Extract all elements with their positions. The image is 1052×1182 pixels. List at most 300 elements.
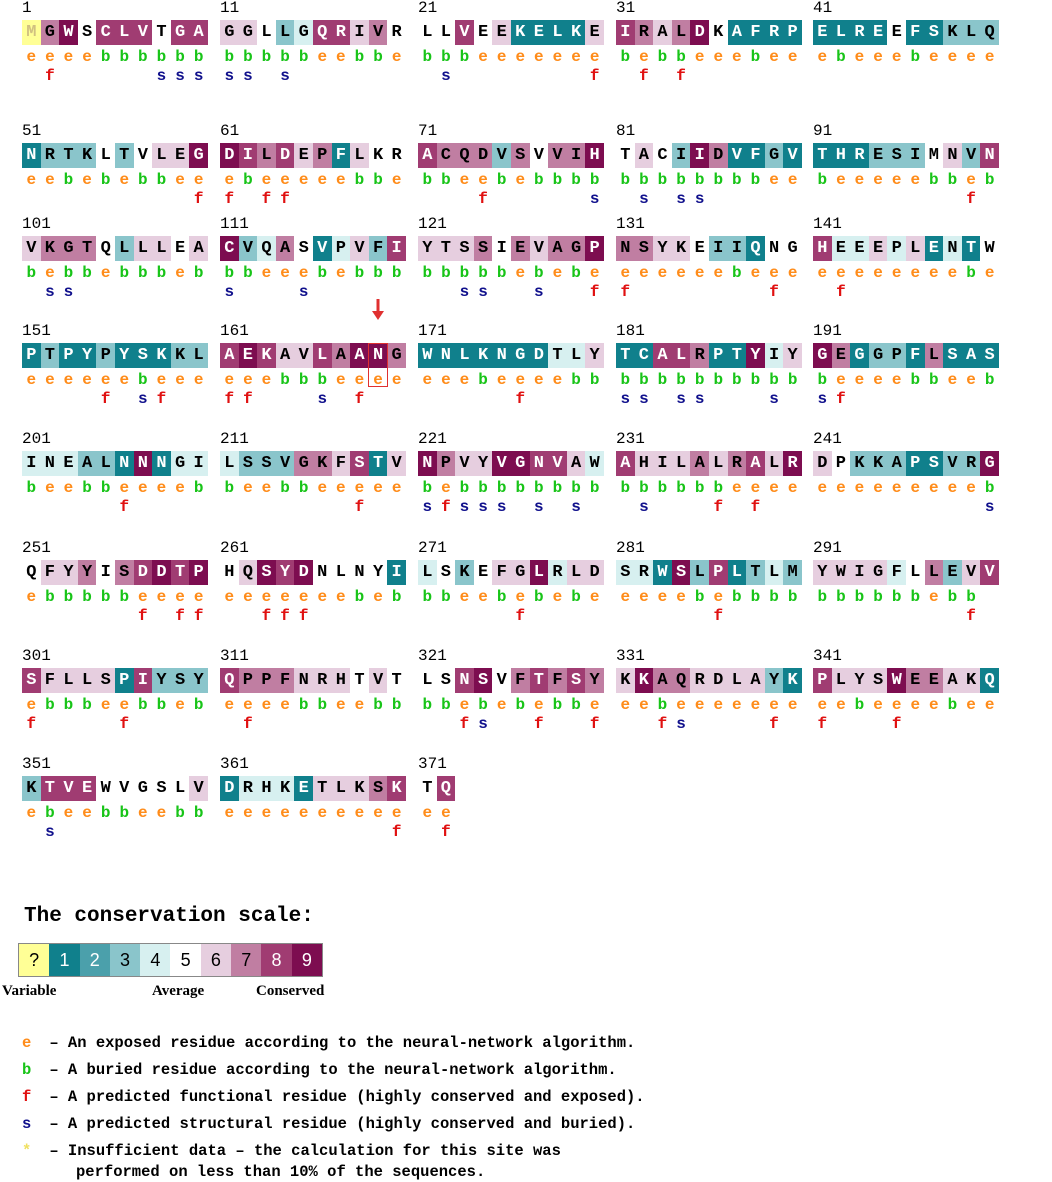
prediction-mark — [492, 391, 511, 407]
exposure-mark: e — [373, 371, 383, 389]
scale-cell: 7 — [231, 944, 261, 976]
residue-row — [418, 236, 604, 261]
exposure-mark: e — [694, 696, 705, 714]
exposure-mark: e — [873, 696, 883, 714]
prediction-mark: s — [639, 190, 649, 208]
function-structure-row — [616, 191, 802, 207]
exposure-mark: e — [496, 48, 507, 66]
exposure-mark: b — [657, 48, 668, 66]
exposure-row — [22, 805, 208, 821]
exposure-mark: e — [280, 696, 290, 714]
residue-cell: I — [728, 236, 747, 261]
residue-cell: E — [925, 668, 944, 693]
residue-cell: L — [728, 560, 747, 585]
residue-cell: S — [437, 668, 456, 693]
sequence-block — [22, 123, 222, 219]
scale-label-conserved: Conserved — [256, 983, 325, 999]
exposure-mark: e — [193, 588, 204, 606]
residue-cell: D — [709, 143, 728, 168]
sequence-block — [813, 323, 1013, 419]
scale-label-average: Average — [152, 983, 205, 999]
exposure-mark: e — [496, 371, 507, 389]
prediction-mark — [455, 391, 474, 407]
exposure-mark: e — [891, 696, 902, 714]
exposure-mark: b — [891, 588, 902, 606]
residue-cell: Y — [115, 343, 134, 368]
exposure-mark: b — [571, 264, 581, 282]
exposure-row — [220, 480, 406, 496]
prediction-mark: f — [459, 715, 470, 733]
prediction-mark — [387, 608, 406, 624]
exposure-mark: e — [354, 804, 365, 822]
prediction-mark — [152, 608, 171, 624]
exposure-mark: b — [280, 479, 290, 497]
residue-cell: E — [239, 343, 258, 368]
residue-cell: K — [869, 451, 888, 476]
residue-cell: F — [332, 143, 351, 168]
exposure-mark: b — [676, 171, 686, 189]
residue-cell: Q — [313, 20, 332, 45]
prediction-mark — [455, 608, 474, 624]
prediction-mark — [653, 68, 672, 84]
sequence-block — [22, 216, 222, 312]
residue-cell: H — [257, 776, 276, 801]
residue-cell: Q — [672, 668, 691, 693]
prediction-mark: s — [534, 498, 544, 516]
residue-cell: L — [152, 236, 171, 261]
exposure-mark: e — [354, 479, 365, 497]
scale-cell: 9 — [292, 944, 322, 976]
residue-cell: P — [22, 343, 41, 368]
prediction-mark — [548, 716, 567, 732]
prediction-mark — [653, 608, 672, 624]
residue-cell: Y — [189, 668, 208, 693]
exposure-mark: b — [817, 371, 828, 389]
exposure-mark: b — [138, 696, 148, 714]
prediction-mark — [567, 391, 586, 407]
residue-row — [418, 20, 604, 45]
residue-cell: N — [22, 143, 41, 168]
exposure-mark: b — [571, 479, 581, 497]
exposure-mark: e — [589, 588, 600, 606]
exposure-mark: e — [243, 479, 253, 497]
exposure-row — [220, 697, 406, 713]
prediction-mark: f — [441, 823, 451, 841]
exposure-mark: b — [441, 588, 451, 606]
exposure-mark: e — [732, 696, 742, 714]
residue-cell: R — [332, 20, 351, 45]
residue-cell: M — [22, 20, 41, 45]
residue-cell: D — [530, 343, 549, 368]
exposure-mark: e — [391, 48, 402, 66]
residue-row — [616, 20, 802, 45]
residue-cell: S — [239, 451, 258, 476]
exposure-mark: e — [571, 48, 581, 66]
function-structure-row — [616, 608, 802, 624]
prediction-mark: f — [836, 283, 846, 301]
residue-cell: N — [437, 343, 456, 368]
residue-cell: K — [152, 343, 171, 368]
prediction-mark — [746, 191, 765, 207]
exposure-row — [418, 805, 455, 821]
residue-row — [220, 451, 406, 476]
residue-cell: C — [96, 20, 115, 45]
residue-row — [22, 343, 208, 368]
exposure-mark: e — [261, 264, 272, 282]
exposure-mark: b — [441, 696, 451, 714]
exposure-mark: e — [441, 371, 451, 389]
residue-cell: K — [171, 343, 190, 368]
prediction-mark — [728, 284, 747, 300]
exposure-mark: b — [82, 264, 92, 282]
exposure-mark: b — [694, 479, 705, 497]
prediction-mark — [257, 499, 276, 515]
exposure-mark: b — [354, 48, 365, 66]
residue-cell: Y — [276, 560, 295, 585]
exposure-mark: e — [138, 588, 148, 606]
exposure-mark: e — [175, 588, 185, 606]
residue-cell: V — [783, 143, 802, 168]
exposure-mark: e — [280, 588, 290, 606]
prediction-mark: f — [639, 67, 649, 85]
residue-cell: F — [906, 20, 925, 45]
residue-cell: N — [369, 343, 388, 368]
prediction-mark: s — [317, 390, 328, 408]
exposure-mark: e — [891, 171, 902, 189]
residue-cell: D — [709, 668, 728, 693]
scale-cell: 8 — [261, 944, 291, 976]
exposure-mark: e — [261, 371, 272, 389]
exposure-mark: e — [298, 804, 309, 822]
residue-cell: V — [134, 20, 153, 45]
exposure-mark: b — [571, 371, 581, 389]
exposure-mark: e — [515, 264, 526, 282]
residue-cell: Q — [980, 668, 999, 693]
residue-cell: L — [115, 236, 134, 261]
block-start-number: 81 — [616, 122, 636, 140]
residue-cell: V — [455, 20, 474, 45]
block-start-number: 331 — [616, 647, 645, 665]
sequence-block — [220, 431, 420, 527]
prediction-mark — [567, 608, 586, 624]
residue-cell: L — [313, 343, 332, 368]
exposure-row — [813, 372, 999, 388]
exposure-mark: e — [589, 264, 600, 282]
residue-cell: S — [616, 560, 635, 585]
exposure-mark: e — [984, 696, 995, 714]
sequence-block — [616, 648, 816, 744]
prediction-mark — [332, 284, 351, 300]
exposure-mark: b — [478, 479, 488, 497]
function-structure-row — [616, 391, 802, 407]
exposure-mark: b — [373, 264, 383, 282]
exposure-mark: e — [63, 48, 74, 66]
scale-cell: 3 — [110, 944, 140, 976]
prediction-mark — [418, 68, 437, 84]
exposure-mark: b — [620, 479, 631, 497]
function-structure-row — [220, 716, 406, 732]
prediction-mark — [728, 608, 747, 624]
exposure-row — [220, 589, 406, 605]
prediction-mark: s — [676, 715, 686, 733]
exposure-mark: e — [45, 264, 55, 282]
sequence-block — [813, 216, 1013, 312]
exposure-mark: b — [769, 371, 779, 389]
exposure-mark: b — [947, 171, 958, 189]
residue-cell: V — [59, 776, 78, 801]
block-start-number: 51 — [22, 122, 42, 140]
exposure-mark: e — [26, 371, 37, 389]
exposure-mark: e — [873, 264, 883, 282]
residue-cell: H — [832, 143, 851, 168]
exposure-mark: e — [175, 264, 185, 282]
function-structure-row — [418, 391, 604, 407]
residue-cell: Y — [474, 451, 493, 476]
prediction-mark — [418, 191, 437, 207]
exposure-mark: b — [571, 696, 581, 714]
prediction-mark — [511, 191, 530, 207]
exposure-mark: b — [694, 588, 705, 606]
exposure-mark: e — [391, 804, 402, 822]
prediction-mark — [635, 716, 654, 732]
exposure-mark: e — [947, 48, 958, 66]
exposure-mark: b — [713, 479, 724, 497]
residue-cell: S — [171, 668, 190, 693]
prediction-mark — [134, 191, 153, 207]
residue-cell: L — [96, 451, 115, 476]
sequence-block — [813, 540, 1013, 636]
exposure-mark: b — [317, 371, 328, 389]
exposure-mark: b — [119, 804, 130, 822]
exposure-mark: e — [45, 48, 55, 66]
exposure-mark: e — [224, 171, 235, 189]
residue-cell: G — [765, 143, 784, 168]
function-structure-row — [813, 68, 999, 84]
prediction-mark — [635, 284, 654, 300]
block-start-number: 311 — [220, 647, 249, 665]
exposure-mark: b — [515, 479, 526, 497]
residue-cell: E — [171, 236, 190, 261]
exposure-mark: b — [373, 696, 383, 714]
residue-cell: T — [962, 236, 981, 261]
residue-cell: E — [492, 20, 511, 45]
residue-cell: S — [980, 343, 999, 368]
prediction-mark — [925, 68, 944, 84]
exposure-row — [616, 480, 802, 496]
prediction-mark — [152, 499, 171, 515]
prediction-mark — [832, 499, 851, 515]
sequence-block — [418, 323, 618, 419]
exposure-mark: b — [138, 264, 148, 282]
residue-cell: E — [585, 20, 604, 45]
prediction-mark — [387, 716, 406, 732]
residue-cell: G — [567, 236, 586, 261]
sequence-block — [813, 431, 1013, 527]
residue-cell: P — [906, 451, 925, 476]
prediction-mark — [925, 284, 944, 300]
exposure-mark: e — [929, 588, 939, 606]
prediction-mark — [134, 284, 153, 300]
block-start-number: 161 — [220, 322, 249, 340]
exposure-mark: e — [713, 588, 724, 606]
residue-cell: L — [906, 236, 925, 261]
prediction-mark — [492, 608, 511, 624]
exposure-row — [22, 372, 208, 388]
function-structure-row — [220, 824, 406, 840]
exposure-mark: e — [966, 696, 976, 714]
exposure-mark: e — [769, 48, 779, 66]
prediction-mark — [943, 716, 962, 732]
exposure-mark: b — [947, 588, 958, 606]
prediction-mark — [350, 68, 369, 84]
exposure-mark: b — [422, 48, 433, 66]
sequence-block — [22, 648, 222, 744]
residue-cell: N — [152, 451, 171, 476]
prediction-mark: s — [459, 283, 470, 301]
prediction-mark — [96, 716, 115, 732]
residue-cell: L — [332, 776, 351, 801]
block-start-number: 281 — [616, 539, 645, 557]
exposure-mark: b — [422, 264, 433, 282]
exposure-mark: e — [787, 264, 798, 282]
residue-cell: E — [530, 20, 549, 45]
prediction-mark — [869, 391, 888, 407]
exposure-mark: e — [422, 371, 433, 389]
exposure-mark: e — [787, 48, 798, 66]
sequence-block — [220, 123, 420, 219]
residue-cell: V — [962, 560, 981, 585]
prediction-mark: f — [119, 715, 130, 733]
prediction-mark: s — [496, 498, 507, 516]
exposure-mark: b — [156, 48, 167, 66]
prediction-mark — [387, 284, 406, 300]
residue-cell: S — [474, 668, 493, 693]
prediction-mark — [171, 824, 190, 840]
exposure-mark: e — [156, 479, 167, 497]
prediction-mark — [530, 191, 549, 207]
exposure-row — [22, 589, 208, 605]
exposure-mark: b — [589, 171, 600, 189]
exposure-mark: e — [63, 371, 74, 389]
residue-cell: A — [653, 343, 672, 368]
function-structure-row — [418, 191, 604, 207]
block-start-number: 241 — [813, 430, 842, 448]
residue-cell: G — [294, 20, 313, 45]
residue-cell: L — [78, 668, 97, 693]
sequence-block — [813, 648, 1013, 744]
residue-row — [813, 668, 999, 693]
residue-cell: A — [567, 451, 586, 476]
prediction-mark — [746, 68, 765, 84]
residue-cell: G — [511, 343, 530, 368]
residue-cell: I — [765, 343, 784, 368]
prediction-mark — [257, 284, 276, 300]
prediction-mark: s — [45, 823, 55, 841]
prediction-mark: s — [817, 390, 828, 408]
residue-cell: K — [78, 143, 97, 168]
prediction-mark — [276, 716, 295, 732]
exposure-mark: b — [787, 371, 798, 389]
exposure-mark: b — [459, 48, 470, 66]
exposure-mark: e — [175, 696, 185, 714]
exposure-mark: b — [193, 264, 204, 282]
prediction-mark — [437, 716, 456, 732]
prediction-mark — [925, 608, 944, 624]
prediction-mark — [850, 391, 869, 407]
prediction-mark — [511, 284, 530, 300]
block-start-number: 211 — [220, 430, 249, 448]
residue-cell: P — [783, 20, 802, 45]
residue-cell: L — [257, 20, 276, 45]
exposure-mark: e — [891, 264, 902, 282]
residue-cell: K — [474, 343, 493, 368]
block-start-number: 1 — [22, 0, 32, 17]
residue-cell: E — [690, 236, 709, 261]
exposure-row — [813, 589, 999, 605]
exposure-mark: e — [478, 48, 488, 66]
residue-cell: R — [548, 560, 567, 585]
exposure-mark: e — [929, 264, 939, 282]
prediction-mark — [257, 824, 276, 840]
exposure-mark: e — [336, 479, 346, 497]
residue-row — [22, 560, 208, 585]
residue-cell: V — [455, 451, 474, 476]
exposure-mark: b — [156, 696, 167, 714]
prediction-mark — [313, 191, 332, 207]
exposure-mark: e — [298, 171, 309, 189]
prediction-mark — [530, 391, 549, 407]
residue-cell: R — [850, 143, 869, 168]
residue-row — [220, 143, 406, 168]
residue-cell: Q — [220, 668, 239, 693]
prediction-mark: s — [224, 283, 235, 301]
prediction-mark — [832, 68, 851, 84]
prediction-mark: f — [657, 715, 668, 733]
residue-cell: P — [313, 143, 332, 168]
exposure-mark: e — [100, 264, 111, 282]
down-arrow-icon — [371, 299, 385, 321]
residue-cell: E — [832, 343, 851, 368]
residue-cell: T — [78, 236, 97, 261]
residue-cell: D — [220, 776, 239, 801]
exposure-mark: b — [496, 264, 507, 282]
exposure-mark: b — [193, 804, 204, 822]
scale-title: The conservation scale: — [24, 905, 314, 928]
residue-cell: S — [437, 560, 456, 585]
prediction-mark — [616, 499, 635, 515]
block-start-number: 231 — [616, 430, 645, 448]
prediction-mark: f — [261, 607, 272, 625]
residue-cell: T — [350, 668, 369, 693]
residue-cell: S — [869, 668, 888, 693]
function-structure-row — [220, 284, 406, 300]
prediction-mark: s — [694, 190, 705, 208]
prediction-mark — [171, 716, 190, 732]
residue-cell: G — [220, 20, 239, 45]
exposure-mark: e — [515, 171, 526, 189]
exposure-row — [418, 49, 604, 65]
exposure-mark: e — [873, 479, 883, 497]
residue-cell: A — [635, 143, 654, 168]
exposure-mark: e — [317, 479, 328, 497]
exposure-row — [616, 697, 802, 713]
residue-cell: F — [887, 560, 906, 585]
exposure-row — [220, 49, 406, 65]
residue-cell: S — [257, 451, 276, 476]
prediction-mark — [492, 284, 511, 300]
conservation-scale — [18, 943, 323, 977]
residue-cell: Y — [783, 343, 802, 368]
